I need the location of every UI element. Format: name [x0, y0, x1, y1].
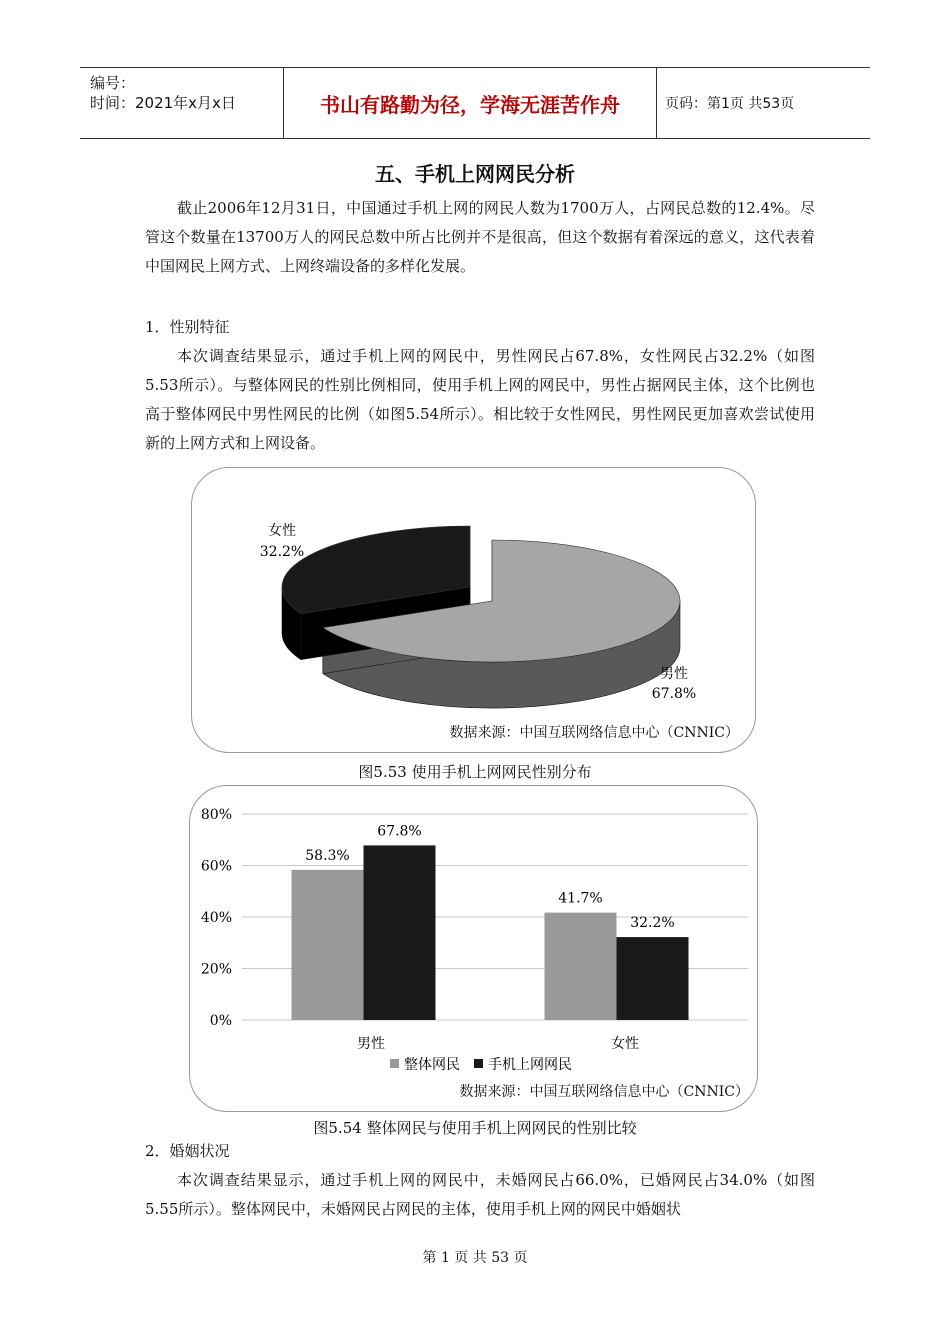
- date-label: 时间：2021年x月x日: [90, 94, 236, 112]
- pie-caption: 图5.53 使用手机上网网民性别分布: [358, 763, 592, 781]
- header-table: [80, 67, 870, 139]
- bar-source: 数据来源：中国互联网络信息中心（CNNIC）: [459, 1084, 749, 1100]
- header-motto: 书山有路勤为径，学海无涯苦作舟: [284, 68, 657, 138]
- bar-chart: [190, 786, 757, 1111]
- bar-手机上网网民-女性: [617, 937, 689, 1020]
- y-tick-label: 40%: [200, 910, 232, 926]
- bar-figure-frame: [189, 785, 758, 1112]
- header-meta-cell: [80, 68, 284, 138]
- legend-swatch-mobile: [474, 1059, 483, 1068]
- bar-整体网民-女性: [545, 913, 617, 1020]
- legend-label-mobile: 手机上网网民: [488, 1057, 572, 1073]
- y-tick-label: 80%: [200, 807, 232, 823]
- section-title: 五、手机上网网民分析: [375, 162, 575, 186]
- y-tick-label: 60%: [200, 858, 232, 875]
- marriage-heading: 2．婚姻状况: [145, 1142, 230, 1160]
- pie-figure-frame: [191, 467, 756, 753]
- number-label: 编号：: [90, 74, 136, 92]
- pie-value-female: 32.2%: [259, 544, 305, 560]
- gender-paragraph: 本次调查结果显示，通过手机上网的网民中，男性网民占67.8%，女性网民占32.2%（如图5.53所示）。与整体网民的性别比例相同，使用手机上网的网民中，男性占据网民主体，这个比例也高于整体网民中男性网民的比例（如图5.54所示）。相比较于女性网民，男性网民更加喜欢尝试使用新的上网方式和上网设备。: [145, 347, 815, 452]
- bar-整体网民-男性: [292, 870, 364, 1020]
- gender-heading: 1．性别特征: [145, 318, 230, 336]
- legend-label-overall: 整体网民: [404, 1057, 460, 1073]
- y-tick-label: 20%: [200, 961, 232, 978]
- bar-category-male: 男性: [357, 1036, 385, 1052]
- header-page-info: 页码：第1页 共53页: [665, 96, 795, 112]
- marriage-paragraph: 本次调查结果显示，通过手机上网的网民中，未婚网民占66.0%，已婚网民占34.0%（如图5.55所示）。整体网民中，未婚网民占网民的主体，使用手机上网的网民中婚姻状: [145, 1171, 815, 1218]
- bar-data-label: 32.2%: [630, 915, 675, 932]
- bar-caption: 图5.54 整体网民与使用手机上网网民的性别比较: [313, 1119, 637, 1137]
- intro-paragraph: 截止2006年12月31日，中国通过手机上网的网民人数为1700万人，占网民总数的12.4%。尽管这个数量在13700万人的网民总数中所占比例并不是很高，但这个数据有着深远的意义，这代表着中国网民上网方式、上网终端设备的多样化发展。: [145, 199, 815, 275]
- bar-手机上网网民-男性: [364, 845, 436, 1020]
- bar-data-label: 67.8%: [377, 823, 422, 840]
- pie-label-female: 女性: [268, 523, 296, 539]
- bar-data-label: 58.3%: [305, 847, 350, 864]
- bar-data-label: 41.7%: [558, 890, 603, 907]
- bar-category-female: 女性: [611, 1036, 639, 1052]
- pie-chart: [192, 468, 755, 752]
- pie-label-male: 男性: [660, 666, 688, 682]
- legend-swatch-overall: [390, 1059, 399, 1068]
- pie-value-male: 67.8%: [651, 686, 697, 702]
- y-tick-label: 0%: [209, 1013, 232, 1029]
- pie-source: 数据来源：中国互联网络信息中心（CNNIC）: [449, 725, 739, 741]
- page-footer: 第 1 页 共 53 页: [422, 1250, 528, 1266]
